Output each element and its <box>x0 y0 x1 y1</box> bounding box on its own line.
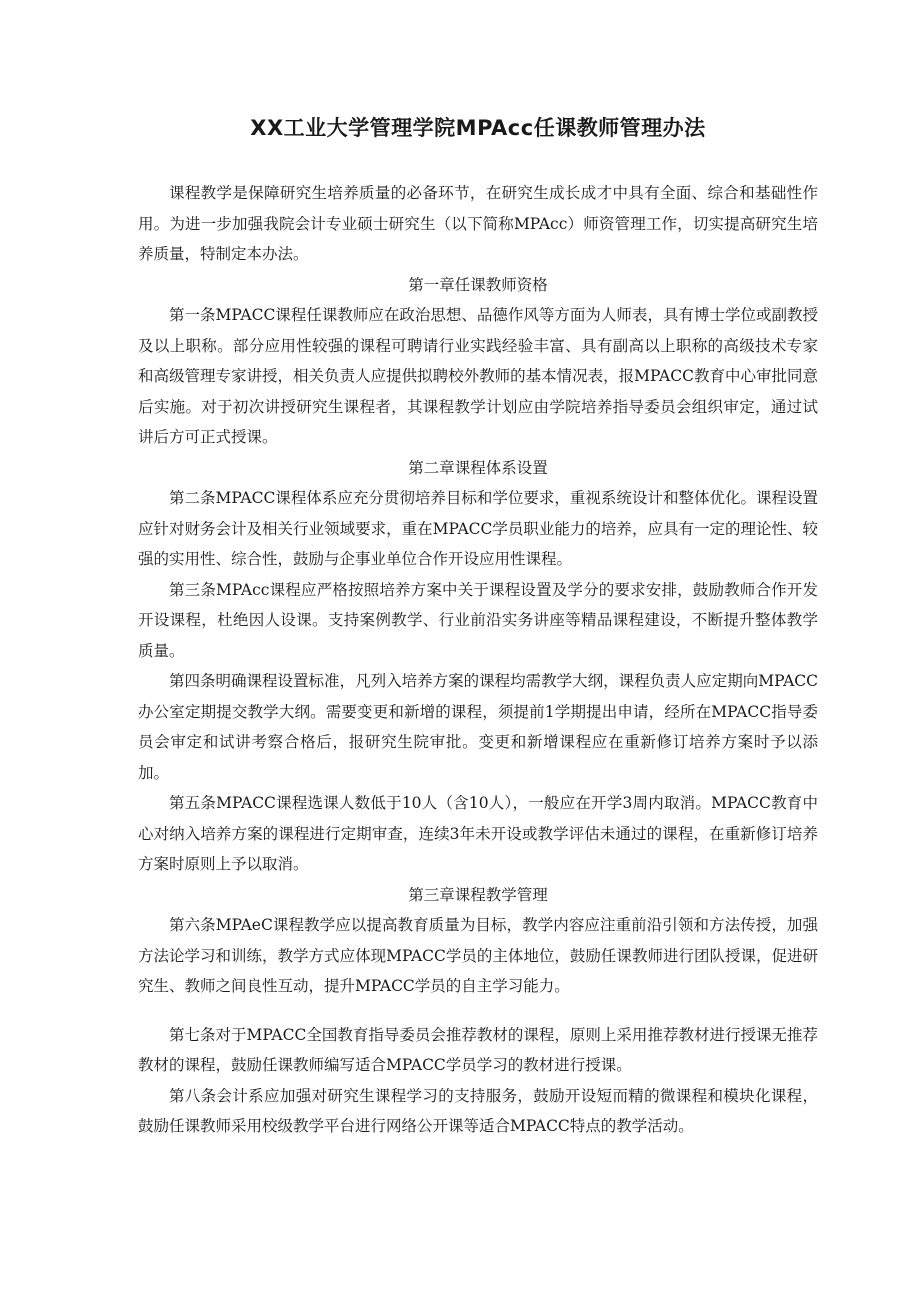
article-5: 第五条MPACC课程选课人数低于10人（含10人），一般应在开学3周内取消。MPACC教育中心对纳入培养方案的课程进行定期审查，连续3年未开设或教学评估未通过的课程，在重新修订培养方案时原则上予以取消。 <box>138 794 818 873</box>
article-7: 第七条对于MPACC全国教育指导委员会推荐教材的课程，原则上采用推荐教材进行授课无推荐教材的课程，鼓励任课教师编写适合MPACC学员学习的教材进行授课。 <box>138 1025 818 1074</box>
article-3: 第三条MPAcc课程应严格按照培养方案中关于课程设置及学分的要求安排，鼓励教师合作开发开设课程，杜绝因人设课。支持案例教学、行业前沿实务讲座等精品课程建设，不断提升整体教学质量。 <box>138 580 818 660</box>
document-title: XX工业大学管理学院MPAcc任课教师管理办法 <box>250 116 706 140</box>
intro-paragraph: 课程教学是保障研究生培养质量的必备环节，在研究生成长成才中具有全面、综合和基础性作用。为进一步加强我院会计专业硕士研究生（以下简称MPAcc）师资管理工作，切实提高研究生培养质量，特制定本办法。 <box>138 184 818 263</box>
chapter-1-heading: 第一章任课教师资格 <box>408 275 548 294</box>
chapter-2-heading: 第二章课程体系设置 <box>408 458 548 477</box>
article-6: 第六条MPAeC课程教学应以提高教育质量为目标，教学内容应注重前沿引领和方法传授，加强方法论学习和训练，教学方式应体现MPACC学员的主体地位，鼓励任课教师进行团队授课，促进研究生、教师之间良性互动，提升MPACC学员的自主学习能力。 <box>138 916 818 995</box>
article-1: 第一条MPACC课程任课教师应在政治思想、品德作风等方面为人师表，具有博士学位或副教授及以上职称。部分应用性较强的课程可聘请行业实践经验丰富、具有副高以上职称的高级技术专家和高级管理专家讲授，相关负责人应提供拟聘校外教师的基本情况表，报MPACC教育中心审批同意后实施。对于初次讲授研究生课程者，其课程教学计划应由学院培养指导委员会组织审定，通过试讲后方可正式授课。 <box>138 306 818 446</box>
article-2: 第二条MPACC课程体系应充分贯彻培养目标和学位要求，重视系统设计和整体优化。课程设置应针对财务会计及相关行业领域要求，重在MPACC学员职业能力的培养，应具有一定的理论性、较强的实用性、综合性，鼓励与企事业单位合作开设应用性课程。 <box>138 489 818 568</box>
chapter-3-heading: 第三章课程教学管理 <box>408 885 548 904</box>
article-8: 第八条会计系应加强对研究生课程学习的支持服务，鼓励开设短而精的微课程和模块化课程，鼓励任课教师采用校级教学平台进行网络公开课等适合MPACC特点的教学活动。 <box>138 1086 818 1135</box>
document-page <box>138 110 818 1142</box>
article-4: 第四条明确课程设置标准，凡列入培养方案的课程均需教学大纲，课程负责人应定期向MPACC办公室定期提交教学大纲。需要变更和新增的课程，须提前1学期提出申请，经所在MPACC指导委员会审定和试讲考察合格后，报研究生院审批。变更和新增课程应在重新修订培养方案时予以添加。 <box>138 672 818 782</box>
